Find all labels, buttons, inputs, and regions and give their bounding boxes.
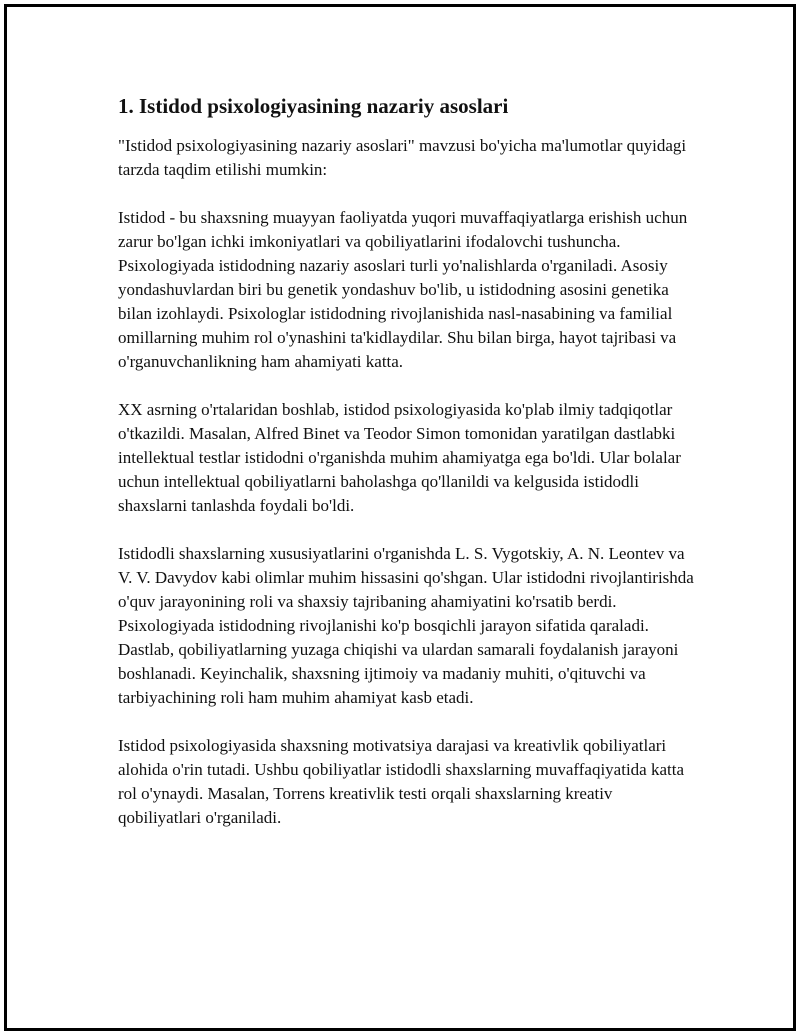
section-heading: 1. Istidod psixologiyasining nazariy asoslari: [118, 94, 509, 118]
paragraph-scholars: Istidodli shaxslarning xususiyatlarini o'rganishda L. S. Vygotskiy, A. N. Leontev va V. V. Davydov kabi olimlar muhim hissasini qo'shgan. Ular istidodni rivojlantirishda o'quv jarayonining roli va shaxsiy tajribaning ahamiyatini ko'rsatib berdi. Psixologiyada istidodning rivojlanishi ko'p bosqichli jarayon sifatida qaraladi. Dastlab, qobiliyatlarning yuzaga chiqishi va ulardan samarali foydalanish jarayoni boshlanadi. Keyinchalik, shaxsning ijtimoiy va madaniy muhiti, o'qituvchi va tarbiyachining roli ham muhim ahamiyat kasb etadi.: [118, 544, 694, 707]
paragraph-history: XX asrning o'rtalaridan boshlab, istidod psixologiyasida ko'plab ilmiy tadqiqotlar o'tkazildi. Masalan, Alfred Binet va Teodor Simon tomonidan yaratilgan dastlabki intellektual testlar istidodni o'rganishda muhim ahamiyatga ega bo'ldi. Ular bolalar uchun intellektual qobiliyatlarni baholashga qo'llanildi va kelgusida istidodli shaxslarni tanlashda foydali bo'ldi.: [118, 400, 681, 515]
paragraph-intro: "Istidod psixologiyasining nazariy asoslari" mavzusi bo'yicha ma'lumotlar quyidagi tarzda taqdim etilishi mumkin:: [118, 136, 687, 179]
paragraph-definition: Istidod - bu shaxsning muayyan faoliyatda yuqori muvaffaqiyatlarga erishish uchun zarur bo'lgan ichki imkoniyatlari va qobiliyatlarini ifodalovchi tushuncha. Psixologiyada istidodning nazariy asoslari turli yo'nalishlarda o'rganiladi. Asosiy yondashuvlardan biri bu genetik yondashuv bo'lib, u istidodning asosini genetika bilan izohlaydi. Psixologlar istidodning rivojlanishida nasl-nasabining va familial omillarning muhim rol o'ynashini ta'kidlaydilar. Shu bilan birga, hayot tajribasi va o'rganuvchanlikning ham ahamiyati katta.: [118, 208, 688, 371]
paragraph-motivation: Istidod psixologiyasida shaxsning motivatsiya darajasi va kreativlik qobiliyatlari alohida o'rin tutadi. Ushbu qobiliyatlar istidodli shaxslarning muvaffaqiyatida katta rol o'ynaydi. Masalan, Torrens kreativlik testi orqali shaxslarning kreativ qobiliyatlari o'rganiladi.: [118, 736, 684, 827]
document-body: [118, 92, 698, 854]
